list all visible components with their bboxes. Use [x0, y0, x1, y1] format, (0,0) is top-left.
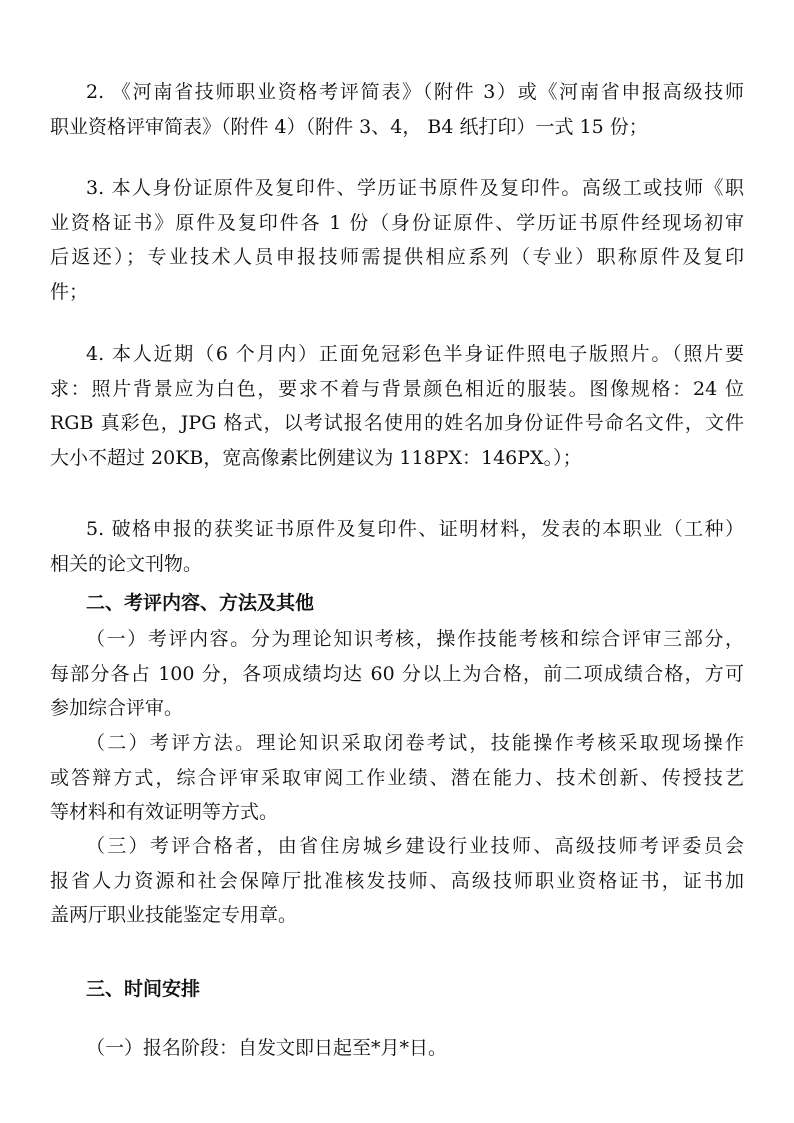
section-3-heading: 三、时间安排: [86, 978, 201, 1000]
section-2-p2-line-3: 等材料和有效证明等方式。: [50, 801, 279, 823]
section-2-paragraph-2: [50, 726, 744, 830]
item-5-line-2: 相关的论文刊物。: [50, 552, 203, 575]
item-4-line-2: 求：照片背景应为白色，要求不着与背景颜色相近的服装。图像规格：24 位: [50, 377, 744, 400]
item-2-line-2: 职业资格评审简表》（附件 4）（附件 3、4， B4 纸打印）一式 15 份；: [50, 115, 648, 138]
section-2-p1-line-2: 每部分各占 100 分，各项成绩均达 60 分以上为合格，前二项成绩合格，方可: [50, 662, 744, 685]
section-2-p3-line-2: 报省人力资源和社会保障厅批准核发技师、高级技师职业资格证书，证书加: [50, 869, 744, 892]
item-2-paragraph: [50, 75, 744, 144]
section-2-p1-line-3: 参加综合评审。: [50, 697, 184, 719]
item-2-line-1: 2. 《河南省技师职业资格考评简表》（附件 3）或《河南省申报高级技师: [86, 81, 744, 103]
section-2-p3-line-1: （三）考评合格者，由省住房城乡建设行业技师、高级技师考评委员会: [86, 835, 744, 857]
section-3-p1-line-1: （一）报名阶段：自发文即日起至*月*日。: [86, 1037, 448, 1059]
section-2-paragraph-1: [50, 622, 744, 726]
item-3-line-1: 3. 本人身份证原件及复印件、学历证书原件及复印件。高级工或技师《职: [86, 177, 744, 199]
section-2-heading: 二、考评内容、方法及其他: [86, 592, 315, 614]
item-4-line-4: 大小不超过 20KB，宽高像素比例建议为 118PX：146PX。）；: [50, 446, 582, 469]
item-3-line-2: 业资格证书》原件及复印件各 1 份（身份证原件、学历证书原件经现场初审: [50, 211, 744, 234]
item-3-paragraph: [50, 171, 744, 309]
item-3-line-3: 后返还）；专业技术人员申报技师需提供相应系列（专业）职称原件及复印: [50, 246, 744, 268]
section-2-p3-line-3: 盖两厅职业技能鉴定专用章。: [50, 904, 298, 926]
section-2-p1-line-1: （一）考评内容。分为理论知识考核，操作技能考核和综合评审三部分，: [86, 628, 744, 650]
section-2-p2-line-1: （二）考评方法。理论知识采取闭卷考试，技能操作考核采取现场操作: [86, 732, 744, 754]
section-2-p2-line-2: 或答辩方式，综合评审采取审阅工作业绩、潜在能力、技术创新、传授技艺: [50, 766, 744, 789]
item-4-line-1: 4. 本人近期（6 个月内）正面免冠彩色半身证件照电子版照片。（照片要: [86, 343, 744, 365]
item-5-line-1: 5. 破格申报的获奖证书原件及复印件、证明材料，发表的本职业（工种）: [86, 518, 744, 540]
item-4-paragraph: [50, 337, 744, 475]
section-2-paragraph-3: [50, 829, 744, 933]
section-3-paragraph-1: [50, 1031, 744, 1066]
item-3-line-4: 件；: [50, 280, 89, 303]
item-5-paragraph: [50, 512, 744, 581]
item-4-line-3: RGB 真彩色，JPG 格式，以考试报名使用的姓名加身份证件号命名文件，文件: [50, 412, 744, 434]
